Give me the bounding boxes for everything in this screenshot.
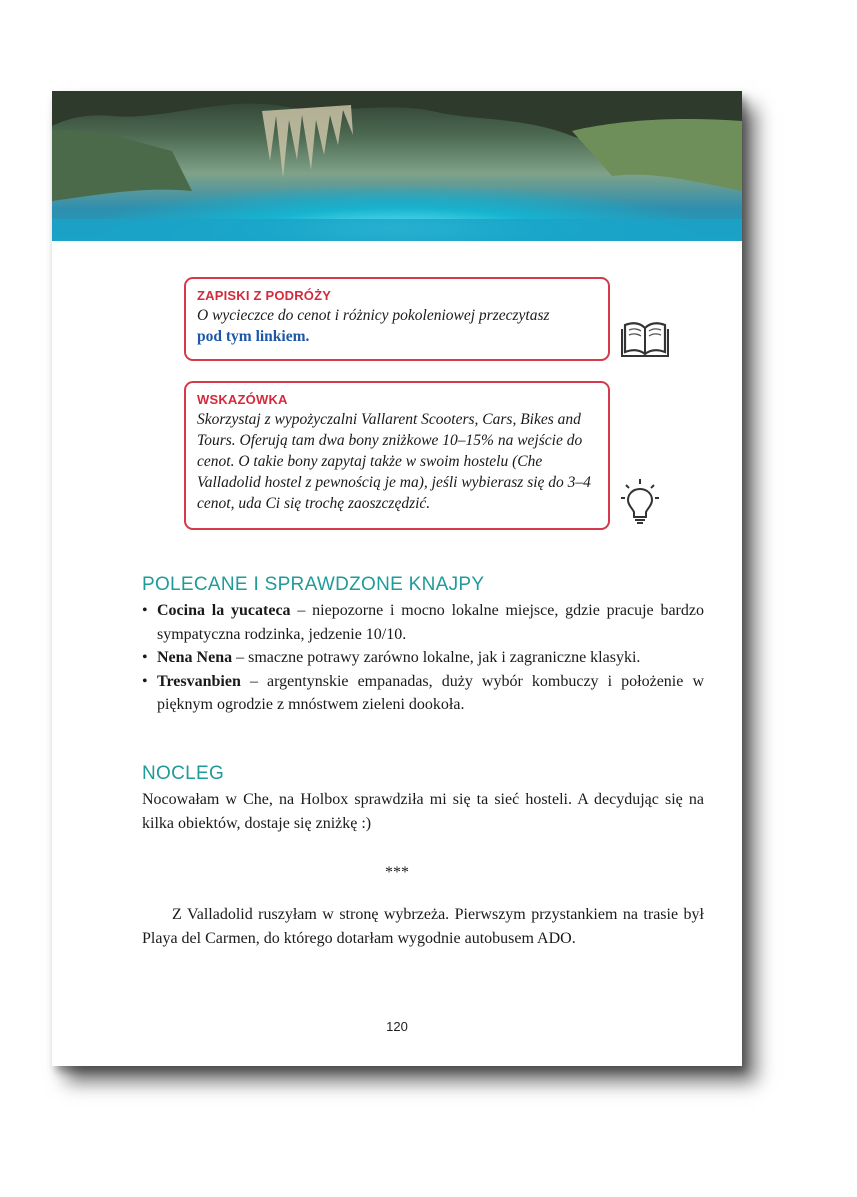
list-item: • Tresvanbien – argentynskie empanadas, duży wybór kombuczy i położenie w pięknym ogrodzie z mnóstwem zieleni dookoła. [142, 670, 704, 717]
list-item: • Nena Nena – smaczne potrawy zarówno lokalne, jak i zagraniczne klasyki. [142, 646, 704, 670]
section-separator: *** [385, 864, 409, 881]
restaurant-name: Nena Nena [157, 649, 233, 666]
cenote-banner-image [52, 91, 742, 241]
travel-notes-title: ZAPISKI Z PODRÓŻY [197, 288, 332, 303]
tip-title: WSKAZÓWKA [197, 392, 288, 407]
travel-notes-link[interactable]: pod tym linkiem. [197, 328, 310, 345]
lodging-text: Nocowałam w Che, na Holbox sprawdziła mi się ta sieć hosteli. A decydując się na kilka obiektów, dostaje się zniżkę :) [142, 791, 704, 832]
book-page [52, 91, 742, 1066]
page-number: 120 [386, 1019, 408, 1034]
tip-text: Skorzystaj z wypożyczalni Vallarent Scooters, Cars, Bikes and Tours. Oferują tam dwa bony zniżkowe 10–15% na wejście do cenot. O takie bony zapytaj także w swoim hostelu (Che Valladolid hostel z pewnością je ma), jeśli wybierasz się do 3–4 cenot, uda Ci się trochę zaoszczędzić. [197, 411, 591, 512]
travel-notes-text: O wycieczce do cenot i różnicy pokoleniowej przeczytasz pod tym linkiem. [197, 307, 550, 345]
tip-box [184, 381, 610, 530]
restaurants-heading: POLECANE I SPRAWDZONE KNAJPY [142, 574, 485, 595]
lightbulb-icon [620, 477, 660, 530]
closing-paragraph: Z Valladolid ruszyłam w stronę wybrzeża. Pierwszym przystankiem na trasie był Playa del Carmen, do którego dotarłam wygodnie autobusem ADO. [142, 906, 704, 947]
travel-notes-box [184, 277, 610, 361]
book-icon [621, 319, 669, 364]
lodging-heading: NOCLEG [142, 763, 225, 784]
restaurant-name: Cocina la yucateca [157, 602, 291, 619]
list-item: • Cocina la yucateca – niepozorne i mocno lokalne miejsce, gdzie pracuje bardzo sympatyczna rodzinka, jedzenie 10/10. [142, 599, 704, 646]
restaurants-list [142, 599, 704, 717]
restaurant-name: Tresvanbien [157, 672, 241, 690]
